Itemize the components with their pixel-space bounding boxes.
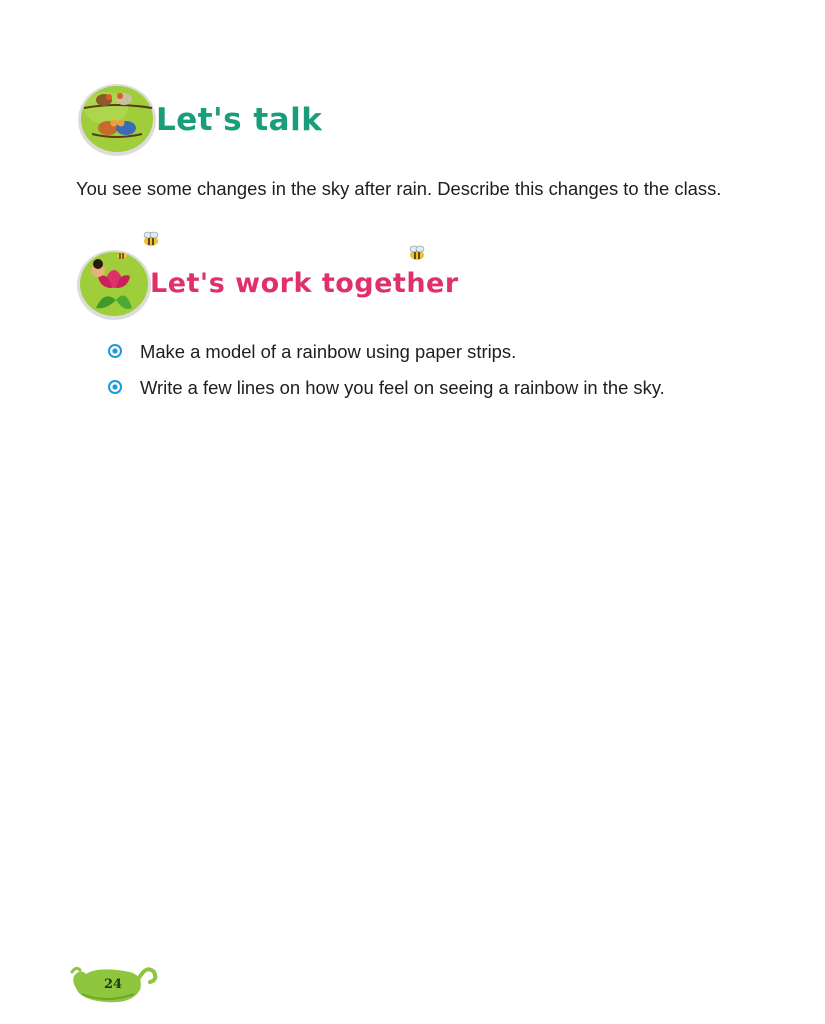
lets-talk-header bbox=[76, 78, 323, 158]
task-text: Write a few lines on how you feel on seeing a rainbow in the sky. bbox=[140, 377, 665, 398]
circle-bullet-icon bbox=[108, 344, 122, 358]
flower-bee-badge-icon bbox=[76, 242, 154, 322]
lets-work-together-header bbox=[76, 230, 459, 320]
circle-bullet-icon bbox=[108, 380, 122, 394]
task-list bbox=[108, 338, 665, 410]
bee-icon bbox=[406, 244, 428, 262]
talk-prompt: You see some changes in the sky after rain. Describe this changes to the class. bbox=[76, 178, 722, 199]
list-item bbox=[108, 338, 665, 374]
page-number-badge bbox=[70, 958, 162, 1006]
task-text: Make a model of a rainbow using paper strips. bbox=[140, 341, 517, 362]
list-item bbox=[108, 374, 665, 410]
lets-work-together-title: Let's work together bbox=[150, 268, 459, 299]
lets-talk-title: Let's talk bbox=[156, 102, 323, 138]
page-number: 24 bbox=[104, 977, 123, 992]
bee-icon bbox=[140, 230, 162, 248]
birds-badge-icon bbox=[76, 78, 158, 158]
